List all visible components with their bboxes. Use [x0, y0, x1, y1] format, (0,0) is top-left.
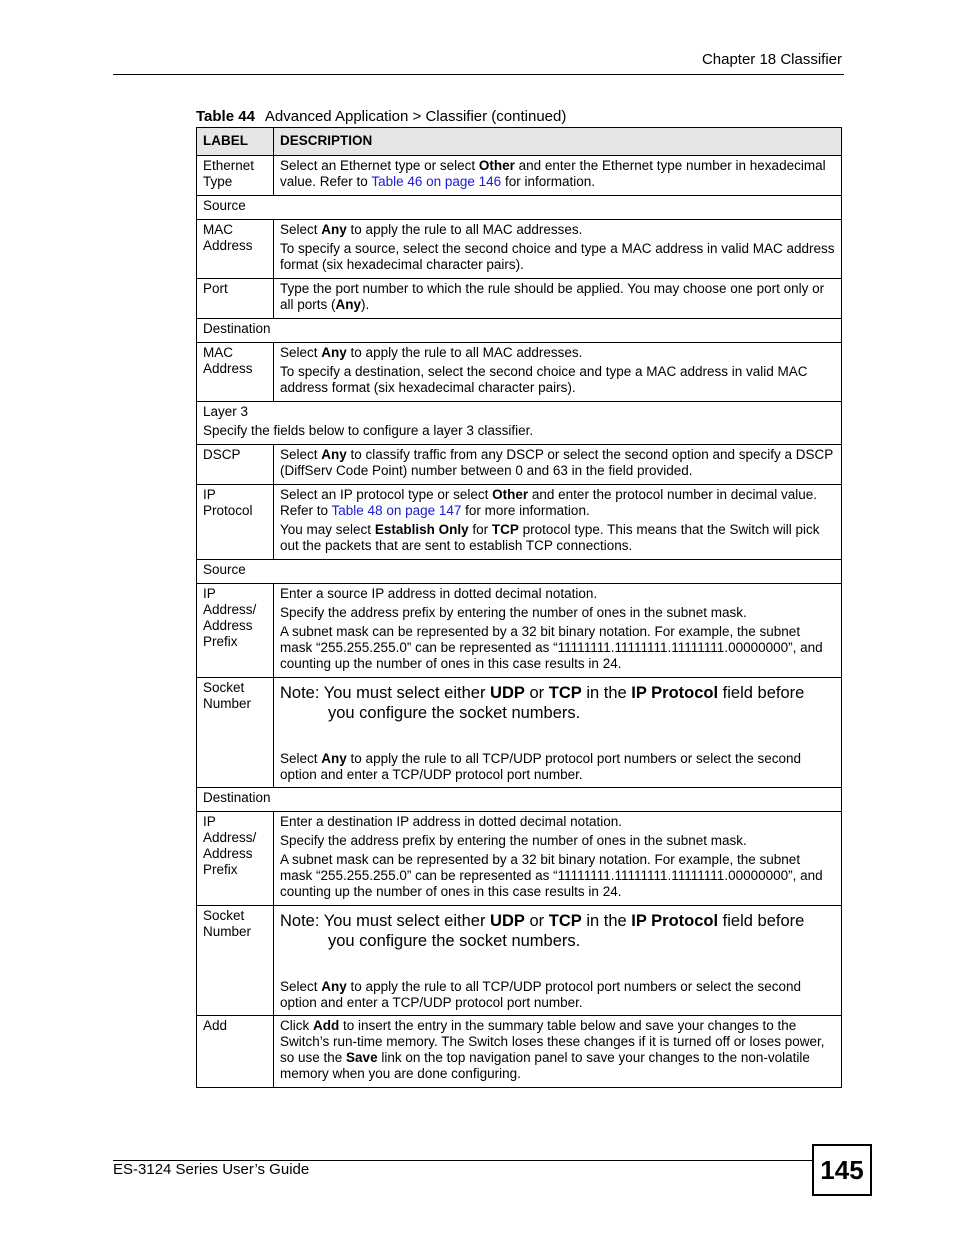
description-paragraph: [280, 605, 835, 621]
cross-reference-link[interactable]: Table 46 on page 146: [371, 174, 502, 189]
label-column-header: LABEL: [197, 128, 274, 156]
cross-reference-link[interactable]: Table 48 on page 147: [331, 503, 462, 518]
row-label: MAC Address: [197, 343, 274, 402]
text-segment: to apply the rule to all MAC addresses.: [346, 222, 583, 237]
description-paragraph: [280, 814, 835, 830]
section-label: Destination: [197, 319, 842, 343]
bold-term: IP Protocol: [631, 684, 719, 702]
description-paragraph: [280, 852, 835, 900]
text-segment: Enter a source IP address in dotted decimal notation.: [280, 586, 598, 601]
section-row: [197, 319, 842, 343]
header-rule: [113, 74, 844, 75]
table-row: [197, 584, 842, 678]
table-row: [197, 1016, 842, 1088]
description-paragraph: [280, 281, 835, 313]
row-description: [274, 156, 842, 196]
table-header-row: [197, 128, 842, 156]
table-row: [197, 678, 842, 788]
bold-term: Other: [478, 158, 515, 173]
description-paragraph: [280, 751, 835, 783]
text-segment: field before you configure the socket numbers.: [328, 912, 805, 950]
table-row: [197, 279, 842, 319]
description-paragraph: [280, 241, 835, 273]
text-segment: Specify the address prefix by entering the number of ones in the subnet mask.: [280, 605, 747, 620]
text-segment: Type the port number to which the rule should be applied. You may choose one port only or all ports (: [280, 281, 825, 312]
row-description: [274, 485, 842, 560]
row-description: [274, 584, 842, 678]
section-row: [197, 560, 842, 584]
bold-term: Any: [321, 222, 347, 237]
text-segment: To specify a source, select the second choice and type a MAC address in valid MAC address format (six hexadecimal character pairs).: [280, 241, 835, 272]
bold-term: Any: [335, 297, 362, 312]
text-segment: Select: [280, 979, 322, 994]
section-label: Source: [197, 560, 842, 584]
bold-term: Any: [321, 447, 347, 462]
description-paragraph: [280, 833, 835, 849]
guide-title: ES-3124 Series User’s Guide: [113, 1161, 310, 1178]
bold-term: Save: [346, 1050, 378, 1065]
description-paragraph: [280, 586, 835, 602]
section-row: [197, 196, 842, 220]
bold-term: Any: [321, 751, 347, 766]
text-segment: protocol type. This means that the Switch will pick out the packets that are sent to establish TCP connections.: [280, 522, 820, 553]
page-number: 145: [812, 1144, 872, 1196]
description-paragraph: [280, 1018, 835, 1082]
bold-term: Any: [321, 979, 347, 994]
section-description: Specify the fields below to configure a layer 3 classifier.: [203, 423, 534, 438]
section-cell: [197, 402, 842, 445]
text-segment: and enter the Ethernet type number in hexadecimal value. Refer to: [280, 158, 826, 189]
text-segment: link on the top navigation panel to save your changes to the non-volatile memory when you are done configuring.: [280, 1050, 810, 1081]
text-segment: A subnet mask can be represented by a 32 bit binary notation. For example, the subnet mask “255.255.255.0” can be represented as “11111111.11111111.11111111.00000000”, and counting up the number of ones in this case results in 24.: [280, 852, 823, 899]
row-label: DSCP: [197, 445, 274, 485]
section-row: [197, 402, 842, 445]
table-caption: [196, 108, 566, 125]
text-segment: Click: [280, 1018, 313, 1033]
row-label: Ethernet Type: [197, 156, 274, 196]
table-row: [197, 343, 842, 402]
text-segment: to classify traffic from any DSCP or select the second option and specify a DSCP (DiffServ Code Point) number between 0 and 63 in the field provided.: [280, 447, 834, 478]
row-label: IP Address/ Address Prefix: [197, 584, 274, 678]
row-label: Add: [197, 1016, 274, 1088]
text-segment: A subnet mask can be represented by a 32 bit binary notation. For example, the subnet mask “255.255.255.0” can be represented as “11111111.11111111.11111111.00000000”, and counting up the number of ones in this case results in 24.: [280, 624, 823, 671]
bold-term: Establish Only: [374, 522, 469, 537]
text-segment: Specify the address prefix by entering the number of ones in the subnet mask.: [280, 833, 747, 848]
bold-term: UDP: [490, 912, 525, 930]
description-paragraph: [280, 158, 835, 190]
row-label: IP Protocol: [197, 485, 274, 560]
text-segment: or: [524, 684, 549, 702]
table-row: [197, 812, 842, 906]
text-segment: or: [524, 912, 549, 930]
text-segment: To specify a destination, select the second choice and type a MAC address in valid MAC address format (six hexadecimal character pairs).: [280, 364, 808, 395]
bold-term: TCP: [548, 684, 582, 702]
text-segment: field before you configure the socket numbers.: [328, 684, 805, 722]
description-paragraph: [280, 222, 835, 238]
table-row: [197, 156, 842, 196]
bold-term: TCP: [548, 912, 582, 930]
bold-term: Any: [321, 345, 347, 360]
text-segment: Select: [280, 222, 322, 237]
description-paragraph: [280, 447, 835, 479]
text-segment: Select: [280, 751, 322, 766]
section-label: Destination: [197, 788, 842, 812]
text-segment: to insert the entry in the summary table below and save your changes to the Switch’s run-time memory. The Switch loses these changes if it is turned off or loses power, so use the: [280, 1018, 825, 1065]
row-label: IP Address/ Address Prefix: [197, 812, 274, 906]
row-description: [274, 343, 842, 402]
table-title-text: Advanced Application > Classifier (continued): [264, 108, 567, 125]
text-segment: in the: [581, 912, 632, 930]
description-paragraph: [280, 364, 835, 396]
text-segment: Note: You must select either: [280, 684, 491, 702]
table-row: [197, 906, 842, 1016]
row-label: Socket Number: [197, 678, 274, 788]
text-segment: Note: You must select either: [280, 912, 491, 930]
row-description: [274, 279, 842, 319]
text-segment: for information.: [501, 174, 595, 189]
description-paragraph: [280, 487, 835, 519]
description-paragraph: [280, 624, 835, 672]
text-segment: in the: [581, 684, 632, 702]
row-description: [274, 1016, 842, 1088]
text-segment: for: [468, 522, 492, 537]
row-description: [274, 812, 842, 906]
description-column-header: DESCRIPTION: [274, 128, 842, 156]
row-label: Port: [197, 279, 274, 319]
bold-term: IP Protocol: [631, 912, 719, 930]
text-segment: Select an Ethernet type or select: [280, 158, 479, 173]
bold-term: Add: [313, 1018, 340, 1033]
table-row: [197, 445, 842, 485]
text-segment: for more information.: [461, 503, 590, 518]
text-segment: ).: [361, 297, 370, 312]
description-paragraph: [280, 345, 835, 361]
chapter-header: Chapter 18 Classifier: [701, 51, 842, 68]
row-label: Socket Number: [197, 906, 274, 1016]
section-row: [197, 788, 842, 812]
note-text: [280, 683, 835, 723]
text-segment: Select: [280, 447, 322, 462]
text-segment: to apply the rule to all MAC addresses.: [346, 345, 583, 360]
table-number: Table 44: [196, 108, 255, 125]
section-label: Layer 3: [203, 404, 249, 419]
note-text: [280, 911, 835, 951]
row-label: MAC Address: [197, 220, 274, 279]
row-description: [274, 678, 842, 788]
classifier-table: [196, 127, 842, 1088]
text-segment: You may select: [280, 522, 375, 537]
bold-term: UDP: [490, 684, 525, 702]
row-description: [274, 906, 842, 1016]
description-paragraph: [280, 522, 835, 554]
table-row: [197, 485, 842, 560]
text-segment: and enter the protocol number in decimal value. Refer to: [280, 487, 818, 518]
text-segment: Select: [280, 345, 322, 360]
row-description: [274, 445, 842, 485]
description-paragraph: [280, 979, 835, 1011]
section-label: Source: [197, 196, 842, 220]
text-segment: Enter a destination IP address in dotted decimal notation.: [280, 814, 622, 829]
text-segment: Select an IP protocol type or select: [280, 487, 493, 502]
bold-term: Other: [492, 487, 529, 502]
row-description: [274, 220, 842, 279]
bold-term: TCP: [491, 522, 519, 537]
text-segment: to apply the rule to all TCP/UDP protocol port numbers or select the second option and enter a TCP/UDP protocol port number.: [280, 751, 802, 782]
text-segment: to apply the rule to all TCP/UDP protocol port numbers or select the second option and enter a TCP/UDP protocol port number.: [280, 979, 802, 1010]
table-row: [197, 220, 842, 279]
